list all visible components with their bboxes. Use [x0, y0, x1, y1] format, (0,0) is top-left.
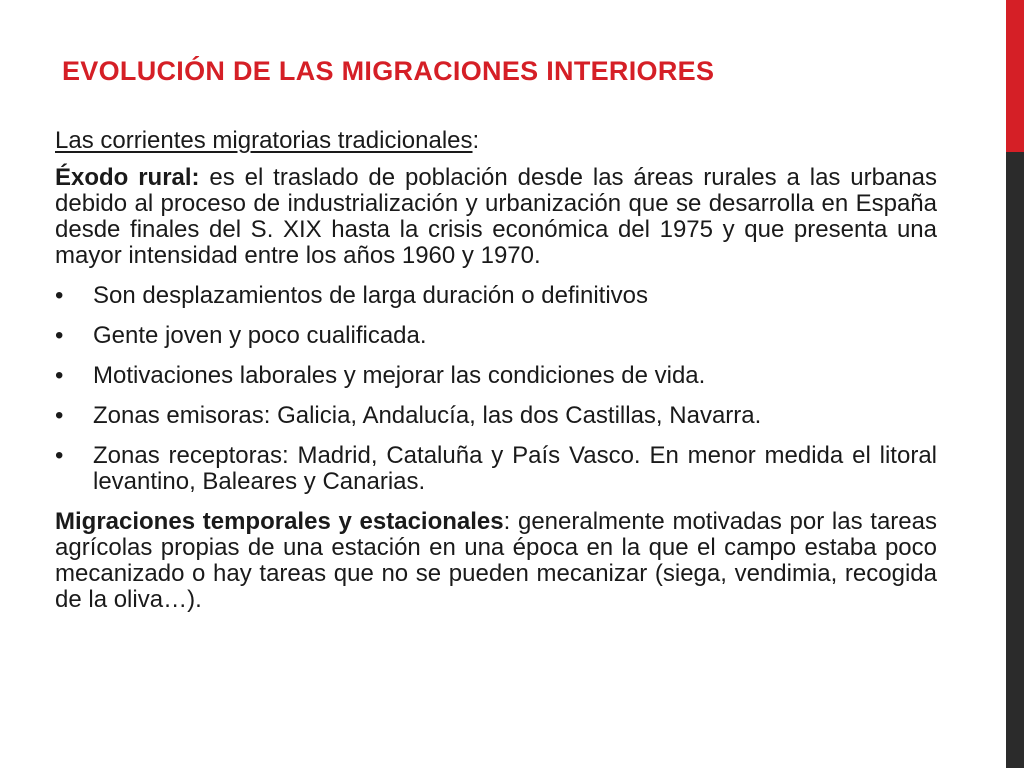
- bullet-marker: •: [55, 362, 64, 389]
- bullet-marker: •: [55, 282, 64, 309]
- subheading-line: [55, 128, 937, 154]
- term-exodo-rural: Éxodo rural:: [55, 164, 200, 191]
- list-item: [55, 363, 937, 389]
- term-migraciones-temporales: Migraciones temporales y estacionales: [55, 508, 504, 535]
- bullet-list: [55, 283, 937, 495]
- bullet-marker: •: [55, 442, 64, 469]
- bullet-marker: •: [55, 402, 64, 429]
- paragraph-exodo-rural-text: es el traslado de población desde las áreas rurales a las urbanas debido al proceso de industrialización y urbanización que se desarrolla en España desde finales del S. XIX hasta la crisis económica del 1975 y que presenta una mayor intensidad entre los años 1960 y 1970.: [55, 164, 938, 269]
- list-item-text: Motivaciones laborales y mejorar las condiciones de vida.: [93, 362, 706, 389]
- subheading-colon: :: [472, 127, 480, 154]
- list-item-text: Gente joven y poco cualificada.: [93, 322, 427, 349]
- side-accent-bar: [1006, 0, 1024, 768]
- list-item: [55, 283, 937, 309]
- side-accent-bar-red: [1006, 0, 1024, 152]
- slide-title: EVOLUCIÓN DE LAS MIGRACIONES INTERIORES: [62, 56, 715, 86]
- list-item-text: Son desplazamientos de larga duración o definitivos: [93, 282, 649, 309]
- slide-body: [55, 128, 937, 613]
- paragraph-migraciones-temporales-text: : generalmente motivadas por las tareas agrícolas propias de una estación en una época en la que el campo estaba poco mecanizado o hay tareas que no se pueden mecanizar (siega, vendimia, recogida de la oliva…).: [55, 508, 937, 613]
- paragraph-migraciones-temporales: [55, 509, 937, 613]
- paragraph-exodo-rural: [55, 165, 937, 269]
- side-accent-bar-dark: [1006, 152, 1024, 768]
- list-item: [55, 323, 937, 349]
- list-item: [55, 443, 937, 495]
- list-item-text: Zonas emisoras: Galicia, Andalucía, las dos Castillas, Navarra.: [93, 402, 762, 429]
- subheading: Las corrientes migratorias tradicionales: [55, 127, 473, 154]
- list-item-text: Zonas receptoras: Madrid, Cataluña y País Vasco. En menor medida el litoral levantino, Baleares y Canarias.: [93, 442, 937, 495]
- bullet-marker: •: [55, 322, 64, 349]
- list-item: [55, 403, 937, 429]
